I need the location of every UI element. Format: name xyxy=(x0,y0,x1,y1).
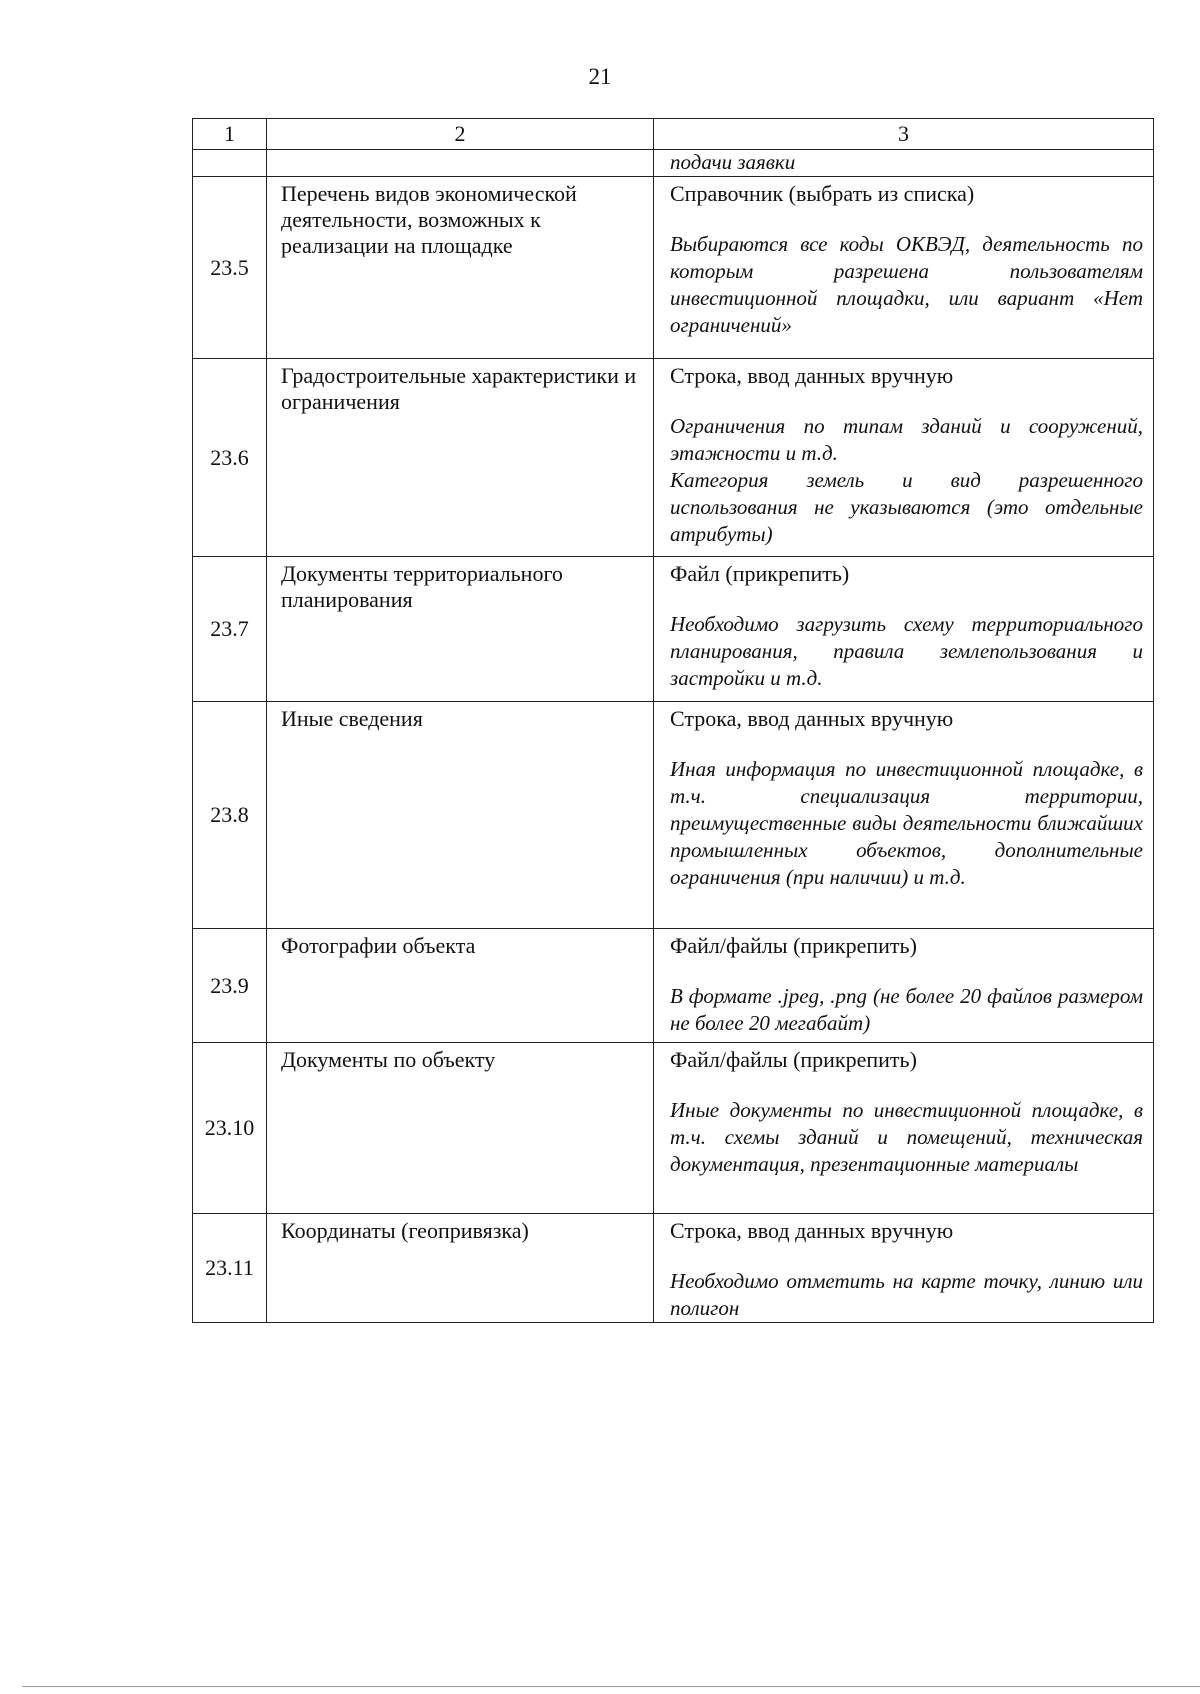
row-note: Необходимо отметить на карте точку, линию или полигон xyxy=(670,1269,1143,1320)
row-number: 23.8 xyxy=(193,702,267,929)
page-number xyxy=(0,64,1200,90)
table-row xyxy=(193,929,1154,1043)
row-value xyxy=(654,1214,1154,1323)
row-note: Иная информация по инвестиционной площадке, в т.ч. специализация территории, преимущественные виды деятельности ближайших промышленных объектов, дополнительные ограничения (при наличии) и т.д. xyxy=(670,757,1143,889)
table-row xyxy=(193,1043,1154,1214)
attributes-table xyxy=(192,118,1154,1323)
row-name: Фотографии объекта xyxy=(267,929,654,1043)
continuation-note: подачи заявки xyxy=(670,150,796,174)
row-type: Справочник (выбрать из списка) xyxy=(670,181,975,206)
row-name: Перечень видов экономической деятельности, возможных к реализации на площадке xyxy=(267,177,654,359)
row-type: Файл/файлы (прикрепить) xyxy=(670,933,917,958)
row-note: Ограничения по типам зданий и сооружений, этажности и т.д. xyxy=(670,414,1143,465)
row-name: Координаты (геопривязка) xyxy=(267,1214,654,1323)
row-number: 23.6 xyxy=(193,359,267,557)
header-col-2: 2 xyxy=(267,119,654,150)
row-number: 23.7 xyxy=(193,557,267,702)
table-row xyxy=(193,702,1154,929)
row-note-2: Категория земель и вид разрешенного использования не указываются (это отдельные атрибуты) xyxy=(670,468,1143,546)
row-type: Файл/файлы (прикрепить) xyxy=(670,1047,917,1072)
row-note: Необходимо загрузить схему территориального планирования, правила землепользования и застройки и т.д. xyxy=(670,612,1143,690)
row-name: Иные сведения xyxy=(267,702,654,929)
row-note: В формате .jpeg, .png (не более 20 файлов размером не более 20 мегабайт) xyxy=(670,984,1143,1035)
row-value xyxy=(654,557,1154,702)
header-col-1: 1 xyxy=(193,119,267,150)
row-value xyxy=(654,177,1154,359)
row-type: Строка, ввод данных вручную xyxy=(670,1218,954,1243)
row-number: 23.10 xyxy=(193,1043,267,1214)
row-type: Файл (прикрепить) xyxy=(670,561,850,586)
table-row xyxy=(193,1214,1154,1323)
cont-value-cell xyxy=(654,150,1154,177)
table-row xyxy=(193,557,1154,702)
row-number: 23.11 xyxy=(193,1214,267,1323)
table-row xyxy=(193,359,1154,557)
table-row xyxy=(193,177,1154,359)
row-value xyxy=(654,1043,1154,1214)
row-name: Документы по объекту xyxy=(267,1043,654,1214)
cont-num-cell xyxy=(193,150,267,177)
row-name: Документы территориального планирования xyxy=(267,557,654,702)
row-value xyxy=(654,929,1154,1043)
table-header-row xyxy=(193,119,1154,150)
header-col-3: 3 xyxy=(654,119,1154,150)
row-value xyxy=(654,359,1154,557)
page-number-text: 21 xyxy=(588,64,612,89)
row-note: Иные документы по инвестиционной площадке, в т.ч. схемы зданий и помещений, техническая документация, презентационные материалы xyxy=(670,1098,1143,1176)
row-number: 23.9 xyxy=(193,929,267,1043)
row-type: Строка, ввод данных вручную xyxy=(670,363,954,388)
cont-name-cell xyxy=(267,150,654,177)
row-number: 23.5 xyxy=(193,177,267,359)
row-value xyxy=(654,702,1154,929)
row-note: Выбираются все коды ОКВЭД, деятельность по которым разрешена пользователям инвестиционной площадки, или вариант «Нет ограничений» xyxy=(670,232,1143,337)
row-type: Строка, ввод данных вручную xyxy=(670,706,954,731)
continuation-row xyxy=(193,150,1154,177)
scan-edge-line xyxy=(22,1686,1200,1687)
row-name: Градостроительные характеристики и ограничения xyxy=(267,359,654,557)
